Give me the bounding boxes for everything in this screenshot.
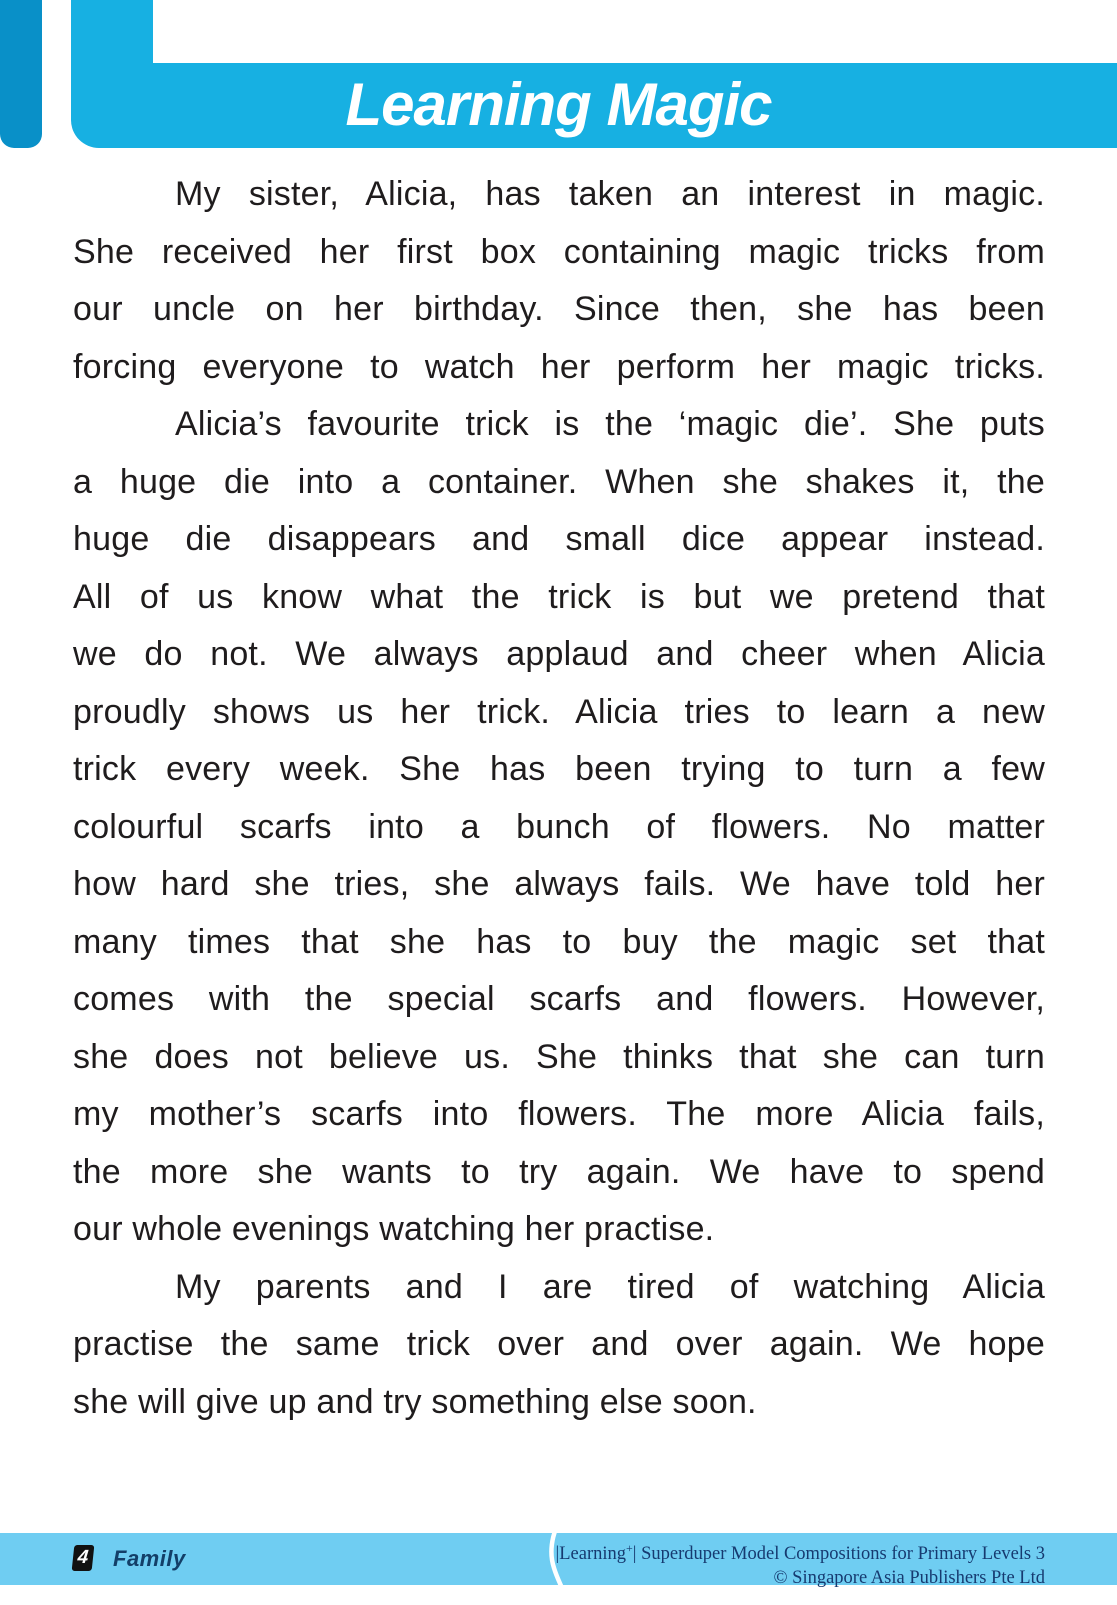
page-title: Learning Magic (345, 70, 772, 138)
paragraph-line: proudly shows us her trick. Alicia tries to learn a new (73, 692, 1045, 731)
paragraph-line: many times that she has to buy the magic set that (73, 922, 1045, 961)
paragraph-line: we do not. We always applaud and cheer when Alicia (73, 635, 1045, 673)
paragraph-line: All of us know what the trick is but we pretend that (73, 577, 1045, 616)
imprint-line-1: |Learning+| Superduper Model Compositions for Primary Levels 3 (555, 1541, 1045, 1565)
plus-superscript: + (626, 1541, 633, 1555)
paragraph-line: how hard she tries, she always fails. We have told her (73, 865, 1045, 903)
page-number: 4 (76, 1547, 90, 1568)
paragraph-line: forcing everyone to watch her perform her magic tricks. (73, 347, 1045, 386)
body-text (73, 166, 1045, 1431)
paragraph-line: a huge die into a container. When she shakes it, the (73, 462, 1045, 501)
paragraph-line: practise the same trick over and over again. We hope (73, 1325, 1045, 1363)
paragraph-line: trick every week. She has been trying to turn a few (73, 750, 1045, 788)
paragraph-line: our uncle on her birthday. Since then, she has been (73, 290, 1045, 328)
paragraph-line: the more she wants to try again. We have to spend (73, 1152, 1045, 1191)
paragraph (73, 166, 1045, 396)
paragraph-line: My parents and I are tired of watching Alicia (175, 1267, 1045, 1306)
paragraph-line: colourful scarfs into a bunch of flowers. No matter (73, 807, 1045, 846)
paragraph-line: She received her first box containing magic tricks from (73, 232, 1045, 271)
page-number-badge (72, 1545, 95, 1571)
paragraph-line: comes with the special scarfs and flowers. However, (73, 980, 1045, 1018)
paragraph-line: huge die disappears and small dice appear instead. (73, 520, 1045, 558)
paragraph (73, 1259, 1045, 1432)
paragraph-line: she does not believe us. She thinks that she can turn (73, 1037, 1045, 1076)
paragraph-line: My sister, Alicia, has taken an interest in magic. (175, 175, 1045, 213)
paragraph-line: Alicia’s favourite trick is the ‘magic die’. She puts (175, 405, 1045, 443)
imprint-line-2: © Singapore Asia Publishers Pte Ltd (773, 1568, 1045, 1589)
paragraph (73, 396, 1045, 1259)
paragraph-line: she will give up and try something else soon. (73, 1382, 757, 1421)
paragraph-line: my mother’s scarfs into flowers. The more Alicia fails, (73, 1095, 1045, 1133)
imprint (556, 1536, 1045, 1590)
paragraph-line: our whole evenings watching her practise. (73, 1210, 715, 1248)
section-label: Family (113, 1546, 186, 1571)
